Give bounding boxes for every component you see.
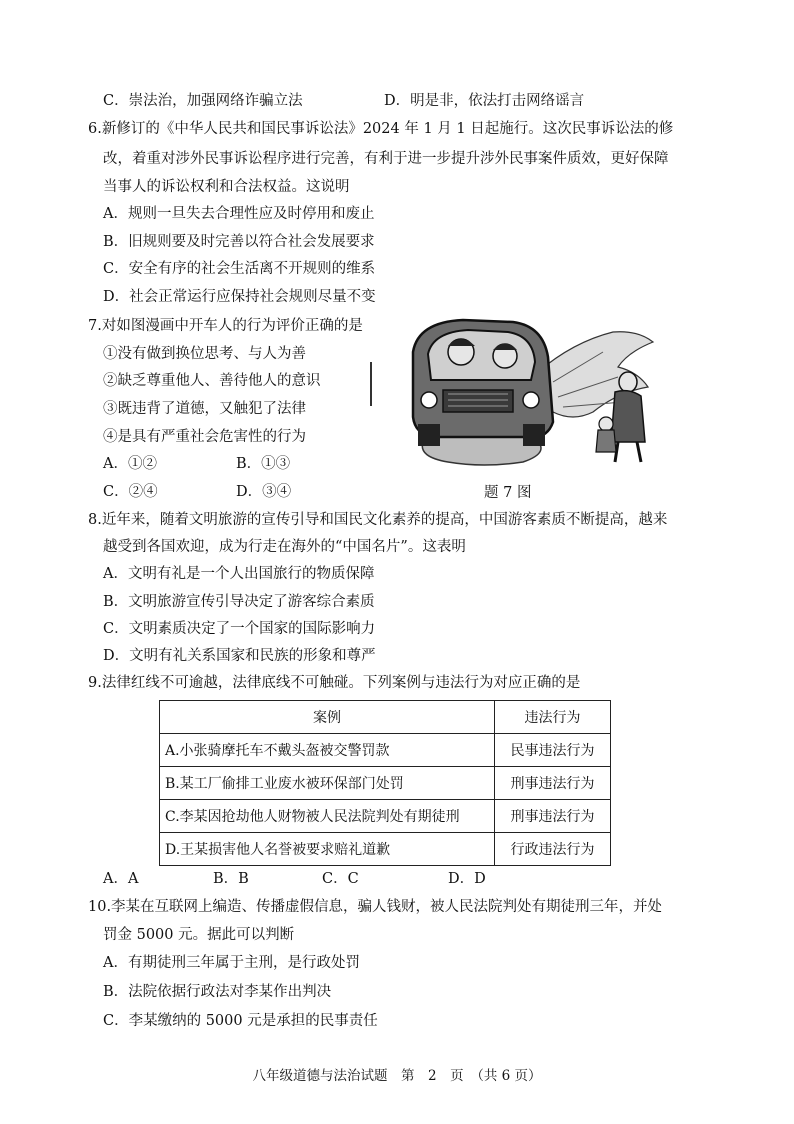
q10-option-a: A．有期徒刑三年属于主刑，是行政处罚 xyxy=(103,955,360,971)
q9-option-b: B．B xyxy=(213,871,249,887)
table-cell-violation: 刑事违法行为 xyxy=(495,767,611,800)
q7-item-4: ④是具有严重社会危害性的行为 xyxy=(103,429,306,445)
case-violation-table xyxy=(159,700,611,866)
q9-stem: 9.法律红线不可逾越，法律底线不可触碰。下列案例与违法行为对应正确的是 xyxy=(88,675,581,691)
table-row xyxy=(160,734,611,767)
q6-stem-line-3: 当事人的诉讼权利和合法权益。这说明 xyxy=(103,179,350,195)
q6-option-b: B．旧规则要及时完善以符合社会发展要求 xyxy=(103,234,375,250)
table-row xyxy=(160,767,611,800)
q10-stem-line-2: 罚金 5000 元。据此可以判断 xyxy=(103,927,295,943)
q7-option-d: D．③④ xyxy=(236,484,292,500)
table-header-violation: 违法行为 xyxy=(495,701,611,734)
q7-option-b: B．①③ xyxy=(236,456,291,472)
q6-option-d: D．社会正常运行应保持社会规则尽量不变 xyxy=(103,289,376,305)
q8-option-b: B．文明旅游宣传引导决定了游客综合素质 xyxy=(103,594,375,610)
table-cell-case: C.李某因抢劫他人财物被人民法院判处有期徒刑 xyxy=(160,800,495,833)
q8-option-d: D．文明有礼关系国家和民族的形象和尊严 xyxy=(103,648,376,664)
q9-option-a: A．A xyxy=(103,871,139,887)
q5-option-c: C．崇法治，加强网络诈骗立法 xyxy=(103,93,303,109)
table-cell-violation: 刑事违法行为 xyxy=(495,800,611,833)
table-cell-violation: 民事违法行为 xyxy=(495,734,611,767)
table-header-case: 案例 xyxy=(160,701,495,734)
figure-caption: 题 7 图 xyxy=(484,485,532,501)
q9-option-c: C．C xyxy=(322,871,359,887)
table-row xyxy=(160,833,611,866)
q8-option-c: C．文明素质决定了一个国家的国际影响力 xyxy=(103,621,376,637)
q7-option-c: C．②④ xyxy=(103,484,158,500)
cartoon-illustration xyxy=(403,312,665,470)
q6-stem-line-1: 6.新修订的《中华人民共和国民事诉讼法》2024 年 1 月 1 日起施行。这次民事诉讼法的修 xyxy=(88,121,674,137)
table-cell-case: A.小张骑摩托车不戴头盔被交警罚款 xyxy=(160,734,495,767)
table-cell-violation: 行政违法行为 xyxy=(495,833,611,866)
q8-stem-line-2: 越受到各国欢迎，成为行走在海外的“中国名片”。这表明 xyxy=(103,539,466,555)
q9-option-d: D．D xyxy=(448,871,486,887)
q7-item-2: ②缺乏尊重他人、善待他人的意识 xyxy=(103,373,321,389)
table-cell-case: D.王某损害他人名誉被要求赔礼道歉 xyxy=(160,833,495,866)
margin-mark xyxy=(370,362,372,406)
q6-stem-line-2: 改，着重对涉外民事诉讼程序进行完善，有利于进一步提升涉外民事案件质效，更好保障 xyxy=(103,151,669,167)
page-footer: 八年级道德与法治试题 第 2 页 （共 6 页） xyxy=(252,1068,542,1084)
q5-option-d: D．明是非，依法打击网络谣言 xyxy=(384,93,585,109)
q10-stem-line-1: 10.李某在互联网上编造、传播虚假信息，骗人钱财，被人民法院判处有期徒刑三年，并处 xyxy=(88,899,663,915)
q6-option-c: C．安全有序的社会生活离不开规则的维系 xyxy=(103,261,376,277)
q10-option-b: B．法院依据行政法对李某作出判决 xyxy=(103,984,332,1000)
q7-option-a: A．①② xyxy=(103,456,157,472)
q7-stem: 7.对如图漫画中开车人的行为评价正确的是 xyxy=(88,318,363,334)
q6-option-a: A．规则一旦失去合理性应及时停用和废止 xyxy=(103,206,375,222)
q10-option-c: C．李某缴纳的 5000 元是承担的民事责任 xyxy=(103,1013,378,1029)
table-cell-case: B.某工厂偷排工业废水被环保部门处罚 xyxy=(160,767,495,800)
q8-option-a: A．文明有礼是一个人出国旅行的物质保障 xyxy=(103,566,375,582)
q7-item-1: ①没有做到换位思考、与人为善 xyxy=(103,346,306,362)
q7-item-3: ③既违背了道德，又触犯了法律 xyxy=(103,401,306,417)
q8-stem-line-1: 8.近年来，随着文明旅游的宣传引导和国民文化素养的提高，中国游客素质不断提高，越来 xyxy=(88,512,668,528)
table-row xyxy=(160,800,611,833)
table-header-row xyxy=(160,701,611,734)
